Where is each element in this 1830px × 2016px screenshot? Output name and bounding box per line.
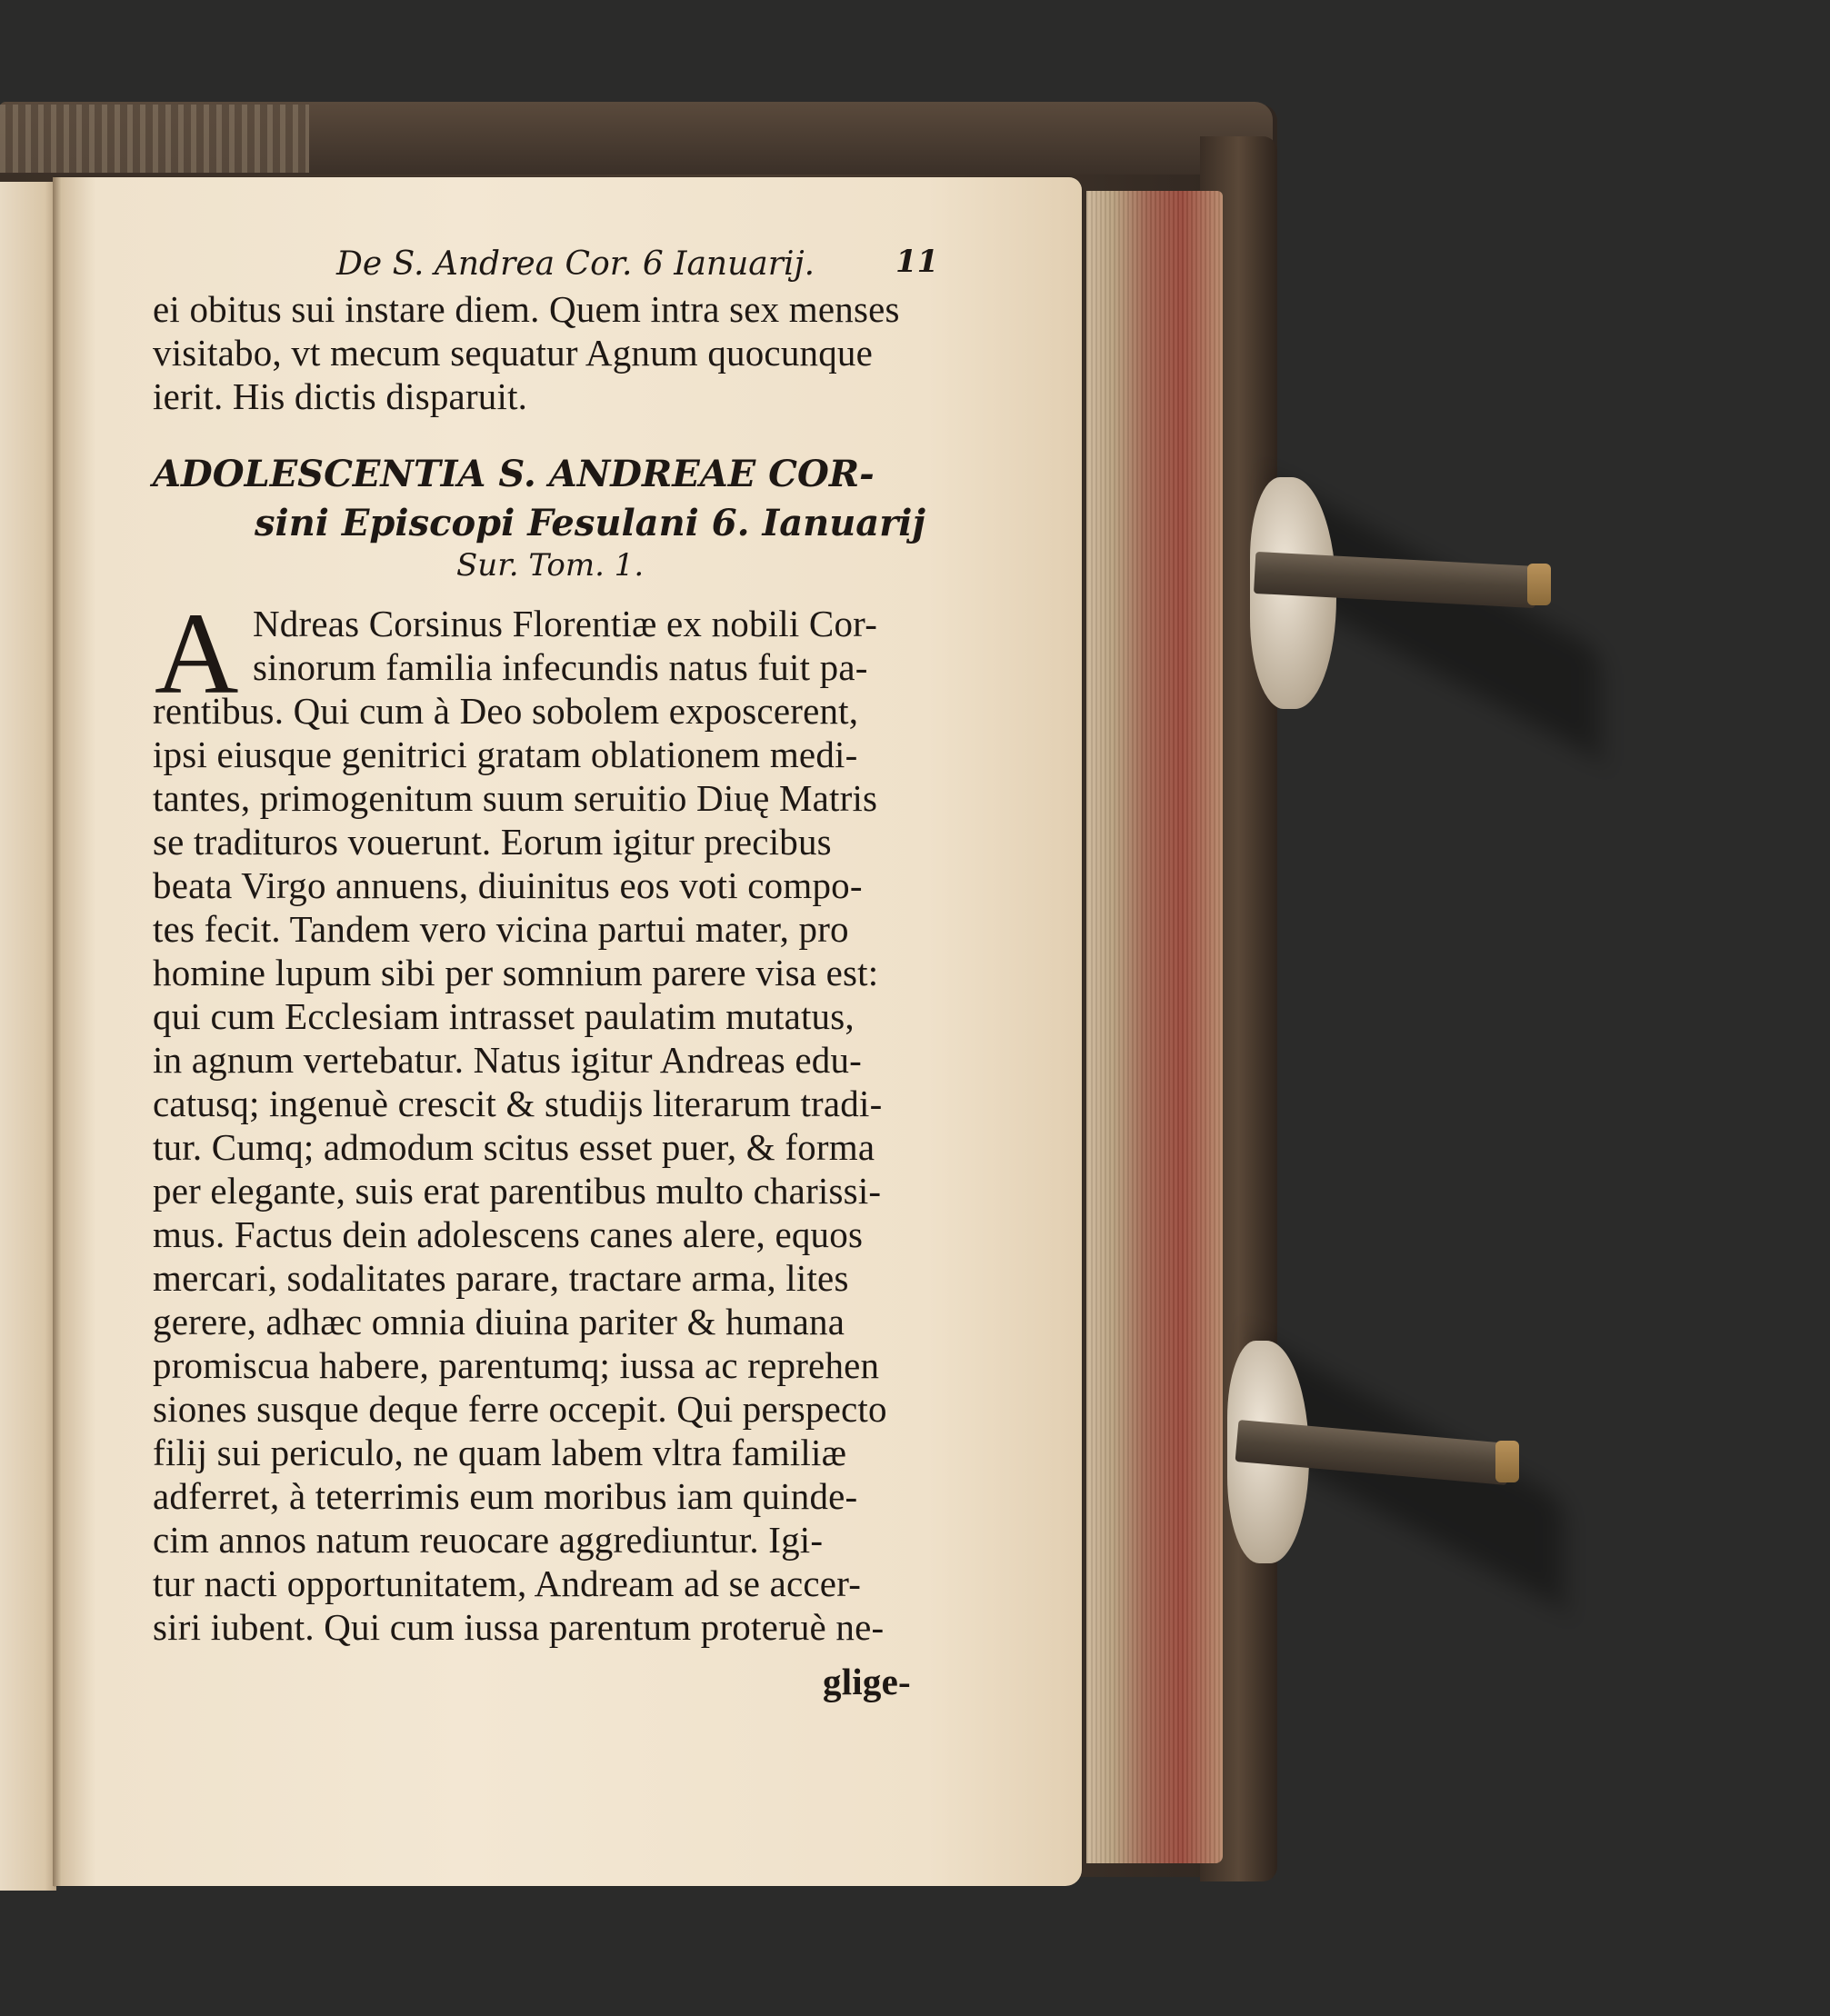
text-line: beata Virgo annuens, diuinitus eos voti compo- xyxy=(153,864,863,906)
text-line: ierit. His dictis disparuit. xyxy=(153,375,528,417)
section-title: sini Episcopi Fesulani 6. Ianuarij xyxy=(255,502,925,544)
section-title: ADOLESCENTIA S. ANDREAE COR- xyxy=(153,453,875,495)
text-line: tur nacti opportunitatem, Andream ad se accer- xyxy=(153,1562,862,1604)
text-line: adferret, à teterrimis eum moribus iam quinde- xyxy=(153,1475,858,1517)
lower-clasp xyxy=(1227,1341,1536,1577)
text-line: sinorum familia infecundis natus fuit pa- xyxy=(253,646,868,688)
text-line: gerere, adhæc omnia diuina pariter & humana xyxy=(153,1301,845,1342)
text-line: promiscua habere, parentumq; iussa ac reprehen xyxy=(153,1344,880,1386)
facing-page-edge xyxy=(0,182,56,1891)
text-line: tantes, primogenitum suum seruitio Diuę Matris xyxy=(153,777,878,819)
text-line: per elegante, suis erat parentibus multo charissi- xyxy=(153,1170,882,1212)
source-reference: Sur. Tom. 1. xyxy=(456,547,645,584)
text-line: homine lupum sibi per somnium parere visa est: xyxy=(153,952,879,993)
text-line: rentibus. Qui cum à Deo sobolem exposcerent, xyxy=(153,690,859,732)
running-head: De S. Andrea Cor. 6 Ianuarij. xyxy=(336,245,815,283)
drop-cap: A xyxy=(155,589,239,718)
text-line: siri iubent. Qui cum iussa parentum proteruè ne- xyxy=(153,1606,885,1648)
page-gutter xyxy=(53,177,62,1886)
text-line: in agnum vertebatur. Natus igitur Andreas edu- xyxy=(153,1039,863,1081)
text-line: qui cum Ecclesiam intrasset paulatim mutatus, xyxy=(153,995,855,1037)
page-number: 11 xyxy=(895,244,939,280)
catchword: glige- xyxy=(823,1661,911,1702)
text-line: filij sui periculo, ne quam labem vltra familiæ xyxy=(153,1432,847,1473)
text-line: se tradituros vouerunt. Eorum igitur precibus xyxy=(153,821,832,863)
spine-binding xyxy=(0,105,309,173)
text-line: catusq; ingenuè crescit & studijs literarum tradi- xyxy=(153,1083,883,1124)
text-line: mercari, sodalitates parare, tractare arma, lites xyxy=(153,1257,849,1299)
text-line: cim annos natum reuocare aggrediuntur. Igi- xyxy=(153,1519,824,1561)
text-line: ipsi eiusque genitrici gratam oblationem medi- xyxy=(153,734,858,775)
text-line: ei obitus sui instare diem. Quem intra sex menses xyxy=(153,288,900,330)
text-line: visitabo, vt mecum sequatur Agnum quocunque xyxy=(153,332,874,374)
text-line: siones susque deque ferre occepit. Qui perspecto xyxy=(153,1388,887,1430)
page-fore-edge xyxy=(1086,191,1223,1863)
text-line: Ndreas Corsinus Florentiæ ex nobili Cor- xyxy=(253,603,878,644)
upper-clasp xyxy=(1250,477,1559,714)
text-line: tur. Cumq; admodum scitus esset puer, & forma xyxy=(153,1126,875,1168)
text-line: mus. Factus dein adolescens canes alere, equos xyxy=(153,1213,864,1255)
text-line: tes fecit. Tandem vero vicina partui mater, pro xyxy=(153,908,849,950)
